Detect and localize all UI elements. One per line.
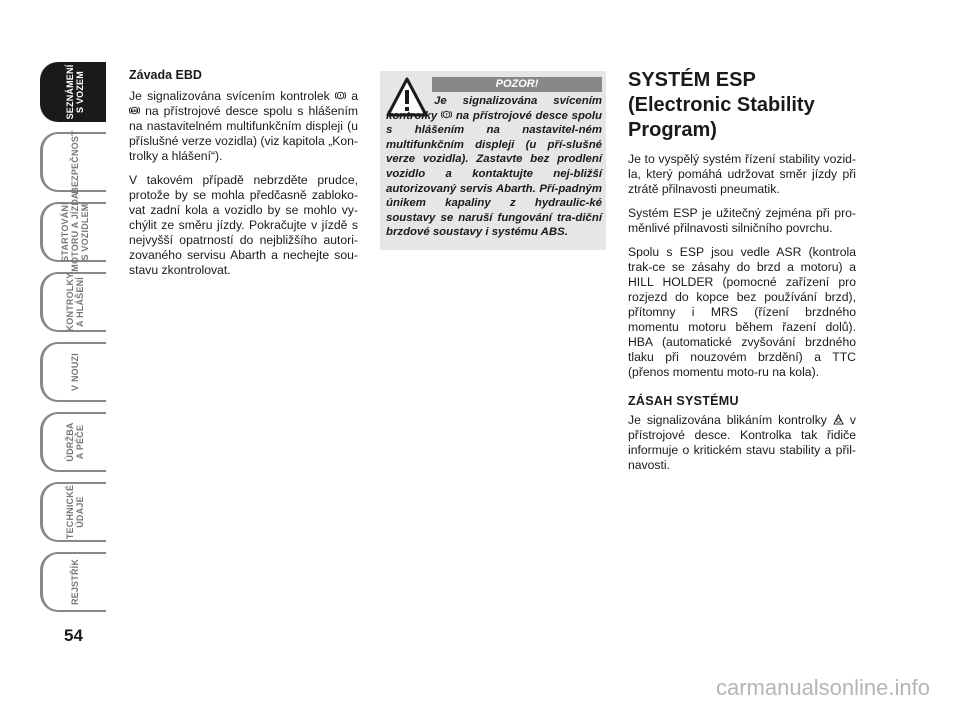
svg-text:!: !: [339, 94, 342, 100]
tab-startovani[interactable]: STARTOVÁNÍ MOTORU A JÍZDA S VOZIDLEM: [40, 202, 106, 262]
svg-text:!: !: [445, 112, 448, 118]
paragraph: Je to vyspělý systém řízení stability vozid-la, který pomáhá udržovat směr jízdy při ztrátě přilnavosti pneumatik.: [628, 152, 856, 196]
warning-label: POZOR!: [432, 77, 602, 92]
column-esp: [628, 68, 856, 482]
tab-technicke-udaje[interactable]: TECHNICKÉ ÚDAJE: [40, 482, 106, 542]
section-heading: ZÁSAH SYSTÉMU: [628, 394, 739, 408]
paragraph: Systém ESP je užitečný zejména při pro-měnlivé přilnavosti silničního povrchu.: [628, 206, 856, 235]
tab-udrzba-a-pece[interactable]: ÚDRŽBA A PÉČE: [40, 412, 106, 472]
paragraph: Je signalizována blikáním kontrolky v přístrojové desce. Kontrolka tak řidiče informuje o kritickém stavu stability a přil-navosti.: [628, 413, 857, 472]
warning-text: Je signalizována svícením kontrolky ! na přístrojové desce spolu s hlášením na nastavitel-ném multifunkčním displeji (u pří-slušné verze vozidla). Zastavte bez prodlení vozidlo a kontaktujte nej-bližší autorizovaný servis Abarth. Pří-padným únikem kapaliny z hydraulic-ké soustavy se naruší fungování tra-diční brzdové soustavy i systému ABS.: [386, 95, 602, 239]
svg-text:ABS: ABS: [130, 108, 139, 113]
tab-bezpecnost[interactable]: BEZPEČNOST: [40, 132, 106, 192]
section-heading: Závada EBD: [129, 68, 202, 82]
paragraph: Je signalizována svícením kontrolek ! a ABS na přístrojové desce spolu s hlášením na nastavitelném multifunkčním displeji (u příslušné verze vozidla) (viz kapitola „Kon-trolky a hlášení“).: [129, 89, 359, 163]
page-number: 54: [64, 626, 83, 645]
esp-warning-icon: [833, 414, 844, 425]
paragraph: Spolu s ESP jsou vedle ASR (kontrola trak-ce se zásahy do brzd a motoru) a HILL HOLDER (pomocné zařízení pro rozjezd do kopce bez používání brzd), přítomny i MRS (řízení brzdného momentu motoru během řazení dolů). HBA (automatické zvyšování brzdného tlaku při nouzovém brzdění) a TTC (přenos momentu moto-ru na kola).: [628, 245, 856, 379]
page-title: SYSTÉM ESP (Electronic Stability Program): [628, 69, 815, 141]
watermark: carmanualsonline.info: [715, 675, 930, 700]
column-ebd: [129, 68, 358, 287]
abs-warning-icon: [129, 105, 140, 116]
tab-kontrolky-a-hlaseni[interactable]: KONTROLKY A HLÁŠENÍ: [40, 272, 106, 332]
brake-warning-icon: [335, 90, 346, 101]
brake-warning-icon: [441, 109, 452, 120]
paragraph: V takovém případě nebrzděte prudce, protože by se mohla předčasně zabloko-vat zadní kola a vozidlo by se mohlo vy-chýlit ze směru jízdy. Pokračujte v jízdě s nejvyšší opatrností do nejbližšího autori-zovaného servisu Abarth a nechejte sou-stavu zkontrolovat.: [129, 173, 358, 277]
tab-rejstrik[interactable]: REJSTŘÍK: [40, 552, 106, 612]
tab-seznameni-s-vozem[interactable]: SEZNÁMENÍ S VOZEM: [40, 62, 106, 122]
tab-v-nouzi[interactable]: V NOUZI: [40, 342, 106, 402]
warning-box: [380, 71, 606, 250]
